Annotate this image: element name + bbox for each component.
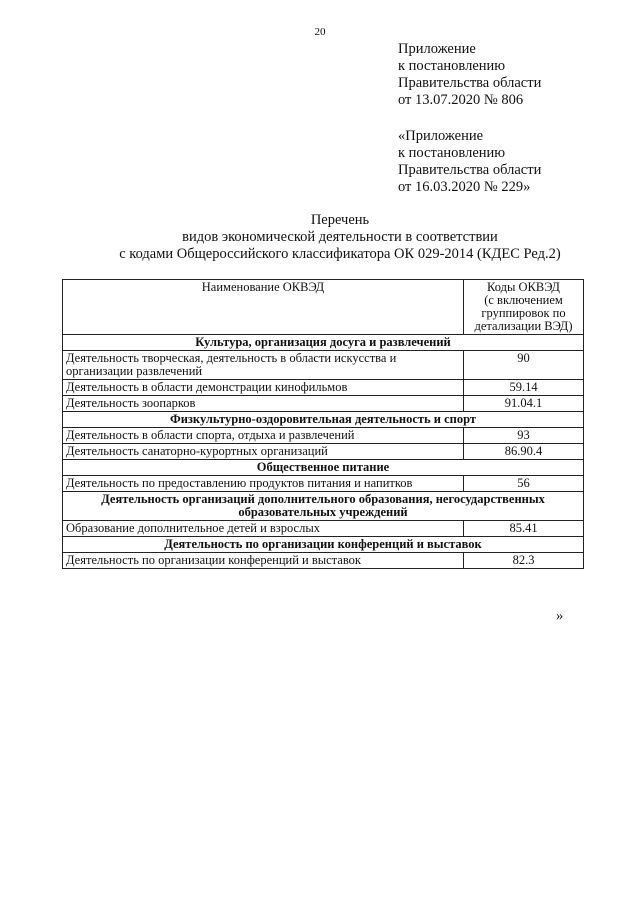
activity-code: 59.14 bbox=[464, 380, 584, 396]
activity-code: 56 bbox=[464, 476, 584, 492]
header-code-line: Коды ОКВЭД bbox=[487, 280, 560, 294]
header-code-line: детализации ВЭД) bbox=[474, 319, 573, 333]
header-code bbox=[464, 280, 584, 335]
closing-quote: » bbox=[556, 608, 564, 624]
header-name: Наименование ОКВЭД bbox=[63, 280, 464, 335]
activity-code: 85.41 bbox=[464, 521, 584, 537]
appendix-line: к постановлению bbox=[398, 145, 506, 161]
appendix-line: от 13.07.2020 № 806 bbox=[398, 92, 524, 108]
table-row bbox=[63, 521, 584, 537]
activity-name: Деятельность в области демонстрации кинофильмов bbox=[63, 380, 464, 396]
section-row bbox=[63, 335, 584, 351]
activity-code: 86.90.4 bbox=[464, 444, 584, 460]
table-header-row bbox=[63, 280, 584, 335]
original-appendix-reference bbox=[398, 128, 541, 196]
activity-name: Деятельность творческая, деятельность в области искусства и организации развлечений bbox=[63, 351, 464, 380]
section-title: Культура, организация досуга и развлечений bbox=[63, 335, 584, 351]
activity-name: Деятельность по организации конференций и выставок bbox=[63, 553, 464, 569]
appendix-line: от 16.03.2020 № 229» bbox=[398, 179, 531, 195]
section-row bbox=[63, 460, 584, 476]
title-line: Перечень bbox=[310, 212, 370, 228]
section-title: Деятельность организаций дополнительного образования, негосударственных образовательных учреждений bbox=[63, 492, 584, 521]
activity-name: Деятельность по предоставлению продуктов питания и напитков bbox=[63, 476, 464, 492]
title-line: видов экономической деятельности в соответствии bbox=[182, 229, 498, 245]
activity-code: 82.3 bbox=[464, 553, 584, 569]
section-title: Деятельность по организации конференций и выставок bbox=[63, 537, 584, 553]
table-row bbox=[63, 553, 584, 569]
table-row bbox=[63, 396, 584, 412]
page-number: 20 bbox=[314, 26, 326, 38]
table-row bbox=[63, 476, 584, 492]
activity-code: 91.04.1 bbox=[464, 396, 584, 412]
section-title: Общественное питание bbox=[63, 460, 584, 476]
section-row bbox=[63, 537, 584, 553]
appendix-line: к постановлению bbox=[398, 58, 506, 74]
activity-name: Образование дополнительное детей и взрослых bbox=[63, 521, 464, 537]
section-row bbox=[63, 492, 584, 521]
activity-name: Деятельность зоопарков bbox=[63, 396, 464, 412]
appendix-line: Правительства области bbox=[398, 162, 542, 178]
appendix-line: «Приложение bbox=[398, 128, 484, 144]
appendix-line: Приложение bbox=[398, 41, 476, 57]
section-title: Физкультурно-оздоровительная деятельность и спорт bbox=[63, 412, 584, 428]
activity-code: 93 bbox=[464, 428, 584, 444]
activity-name: Деятельность в области спорта, отдыха и развлечений bbox=[63, 428, 464, 444]
header-code-line: (с включением bbox=[484, 293, 563, 307]
title-line: с кодами Общероссийского классификатора ОК 029-2014 (КДЕС Ред.2) bbox=[119, 246, 561, 262]
table-row bbox=[63, 380, 584, 396]
okved-table bbox=[62, 279, 584, 569]
table-row bbox=[63, 428, 584, 444]
header-code-line: группировок по bbox=[481, 306, 566, 320]
appendix-line: Правительства области bbox=[398, 75, 542, 91]
section-row bbox=[63, 412, 584, 428]
appendix-reference bbox=[398, 41, 541, 109]
activity-name: Деятельность санаторно-курортных организаций bbox=[63, 444, 464, 460]
table-row bbox=[63, 351, 584, 380]
table-row bbox=[63, 444, 584, 460]
activity-code: 90 bbox=[464, 351, 584, 380]
document-title bbox=[60, 212, 620, 263]
